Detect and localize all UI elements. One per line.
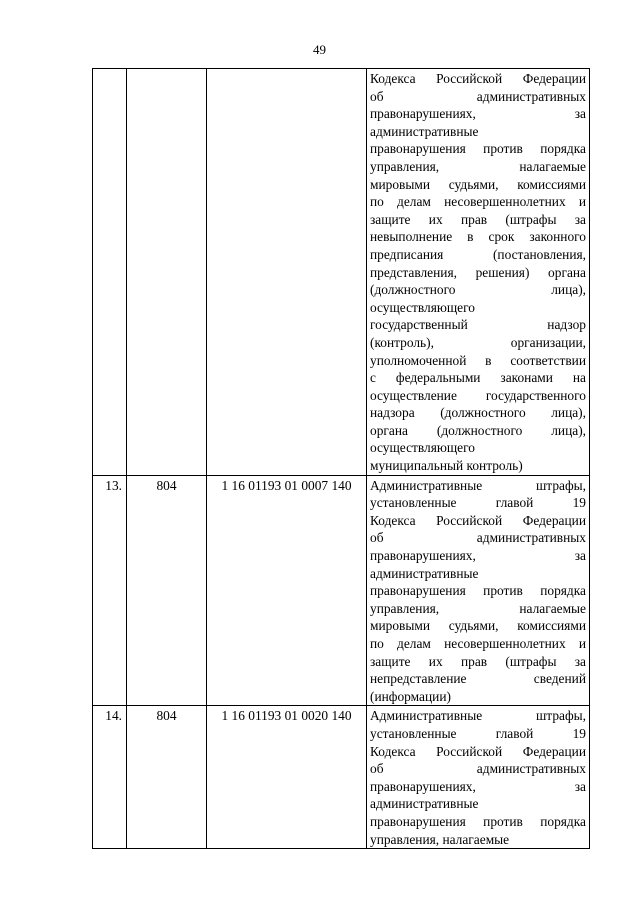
description-line: по делам несовершеннолетних и (370, 636, 586, 651)
description-line: надзора (должностного лица), (370, 405, 586, 421)
description-line: с федеральными законами на (370, 370, 586, 386)
description-line: установленные главой 19 (370, 495, 586, 511)
description-line: осуществляющего (370, 440, 475, 456)
description-line: государственный надзор (370, 317, 586, 333)
description-line: осуществление государственного (370, 387, 586, 403)
description-line: Кодекса Российской Федерации (370, 743, 586, 759)
budget-classification-code-cell: 1 16 01193 01 0007 140 (207, 475, 367, 706)
description-line: правонарушения против порядка (370, 813, 586, 829)
description-line: правонарушениях, за (370, 778, 586, 794)
description-line: непредставление сведений (370, 671, 586, 687)
description-line: управления, налагаемые (370, 831, 510, 847)
description-line: административные (370, 565, 479, 581)
administrator-code-cell: 804 (127, 475, 207, 706)
description-line: уполномоченной в соответствии (370, 352, 586, 368)
description-line: административные (370, 123, 479, 139)
table-row (93, 706, 590, 849)
row-number-cell (93, 69, 127, 476)
description-line: невыполнение в срок законного (370, 229, 586, 245)
description-line: представления, решения) органа (370, 264, 586, 280)
description-line: установленные главой 19 (370, 725, 586, 741)
description-line: (контроль), организации, (370, 334, 586, 350)
description-line: по делам несовершеннолетних и (370, 194, 586, 210)
description-line: об административных (370, 761, 586, 777)
description-line: административные (370, 796, 479, 812)
row-number-cell: 14. (93, 706, 127, 849)
description-line: мировыми судьями, комиссиями (370, 618, 586, 634)
description-line: мировыми судьями, комиссиями (370, 176, 586, 192)
page-number: 49 (313, 42, 326, 57)
table-row (93, 69, 590, 476)
description-line: управления, налагаемые (370, 158, 586, 174)
description-line: Административные штрафы, (370, 708, 586, 724)
budget-classification-code-cell (207, 69, 367, 476)
row-number-cell: 13. (93, 475, 127, 706)
description-line: правонарушения против порядка (370, 141, 586, 157)
description-cell (367, 706, 590, 849)
description-line: органа (должностного лица), (370, 422, 586, 438)
description-line: осуществляющего (370, 299, 475, 315)
description-line: муниципальный контроль) (370, 458, 523, 474)
table-row (93, 475, 590, 706)
description-line: защите их прав (штрафы за (370, 653, 586, 669)
description-line: (должностного лица), (370, 282, 586, 298)
description-cell (367, 475, 590, 706)
description-line: Кодекса Российской Федерации (370, 71, 586, 86)
description-line: (информации) (370, 688, 451, 704)
description-line: защите их прав (штрафы за (370, 211, 586, 227)
administrator-code-cell: 804 (127, 706, 207, 849)
description-line: управления, налагаемые (370, 600, 586, 616)
administrator-code-cell (127, 69, 207, 476)
description-line: об административных (370, 530, 586, 546)
description-line: правонарушениях, за (370, 106, 586, 122)
description-line: правонарушениях, за (370, 548, 586, 564)
description-line: об административных (370, 88, 586, 104)
budget-classification-code-cell: 1 16 01193 01 0020 140 (207, 706, 367, 849)
description-line: предписания (постановления, (370, 246, 586, 262)
budget-codes-table (92, 68, 590, 849)
description-line: Административные штрафы, (370, 477, 586, 493)
description-cell (367, 69, 590, 476)
description-line: Кодекса Российской Федерации (370, 512, 586, 528)
description-line: правонарушения против порядка (370, 583, 586, 599)
